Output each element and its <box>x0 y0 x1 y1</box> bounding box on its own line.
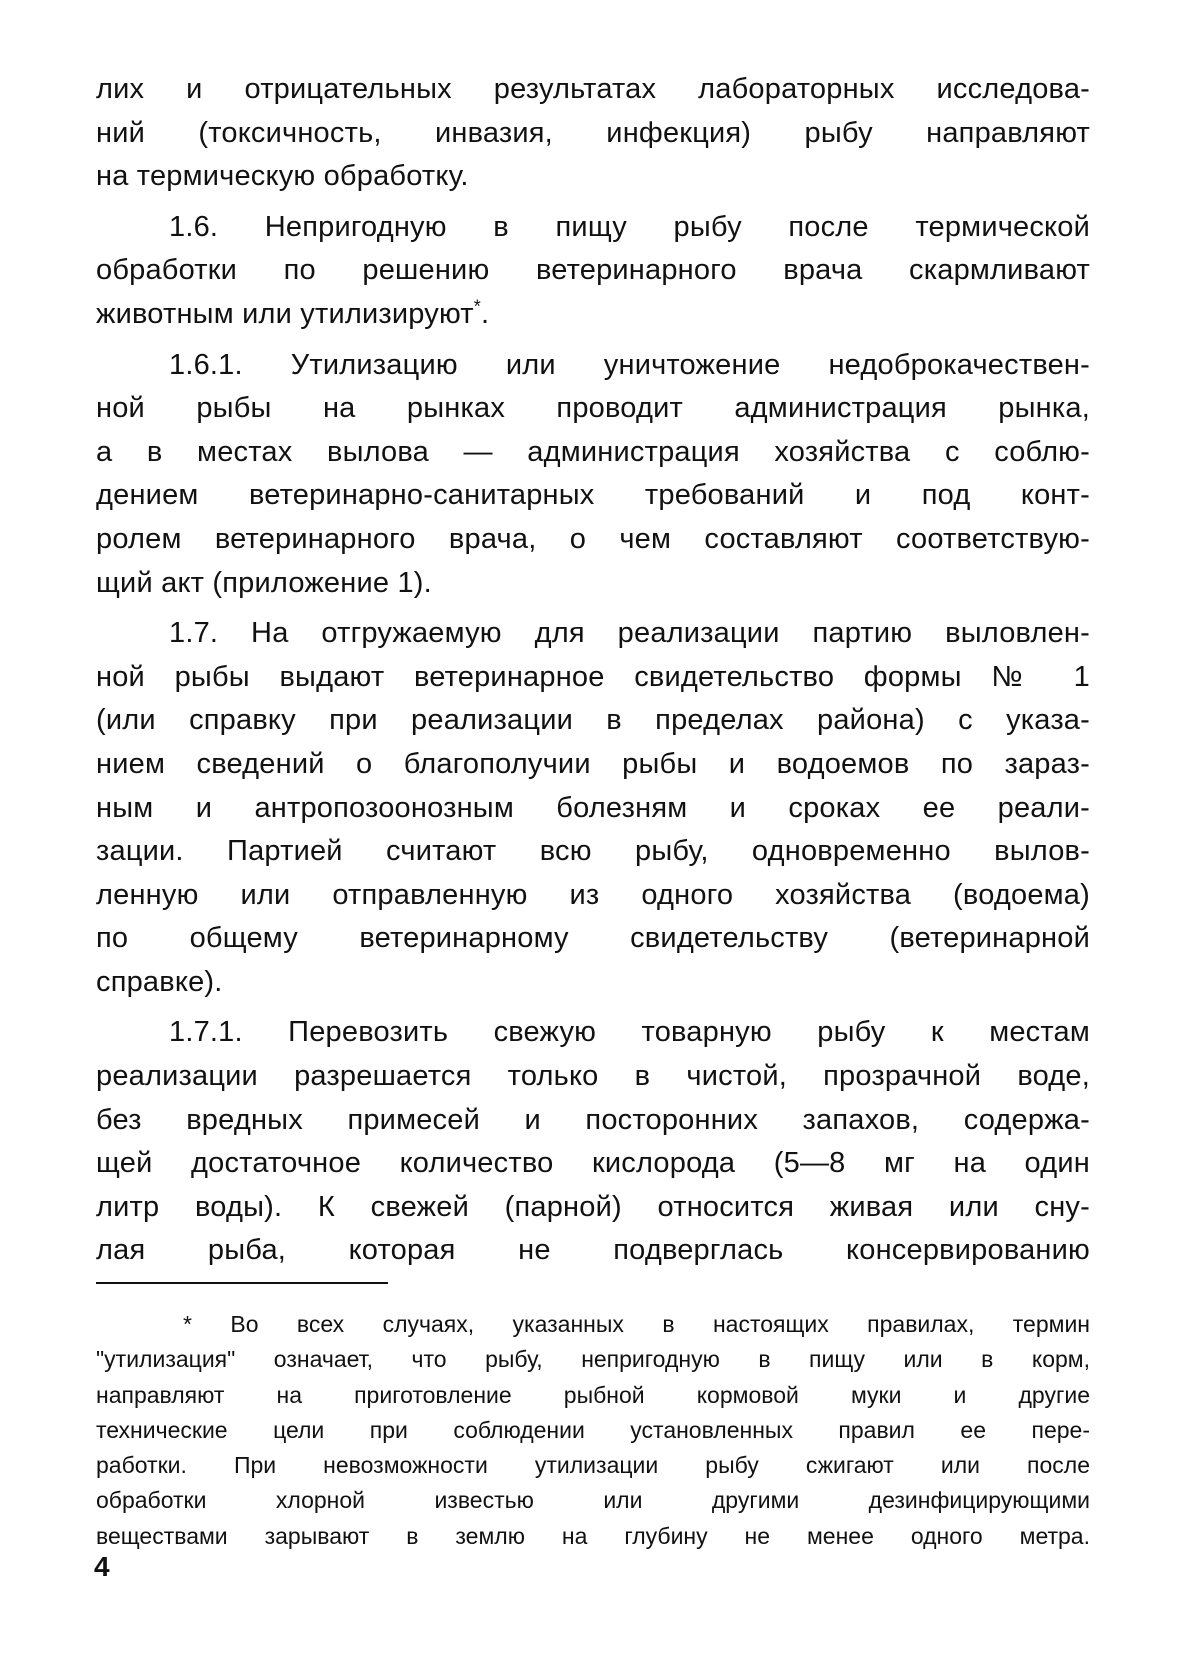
footnote-line: веществами зарывают в землю на глубину не менее одного метра. <box>96 1522 1090 1549</box>
footnote-line: работки. При невозможности утилизации рыбу сжигают или после <box>96 1452 1090 1479</box>
page-body <box>96 68 1090 1273</box>
text-line: 1.7. На отгружаемую для реализации партию выловлен- <box>169 617 1090 650</box>
text-line: по общему ветеринарному свидетельству (ветеринарной <box>96 922 1090 955</box>
text-line: дением ветеринарно-санитарных требований и под конт- <box>96 479 1090 512</box>
page-number: 4 <box>94 1551 110 1582</box>
footnote-line: направляют на приготовление рыбной кормовой муки и другие <box>96 1381 1090 1408</box>
paragraph-1-6 <box>96 206 1090 337</box>
text-line: 1.6.1. Утилизацию или уничтожение недоброкачествен- <box>169 348 1090 381</box>
text-line: обработки по решению ветеринарного врача скармливают <box>96 254 1090 287</box>
text-line: без вредных примесей и посторонних запахов, содержа- <box>96 1103 1090 1136</box>
footnote-mark: * <box>473 296 481 317</box>
text-line: 1.6. Непригодную в пищу рыбу после термической <box>169 210 1090 243</box>
paragraph-continuation <box>96 68 1090 199</box>
paragraph-1-7-1 <box>96 1011 1090 1273</box>
paragraph-1-7 <box>96 612 1090 1004</box>
footnote-line: технические цели при соблюдении установленных правил ее пере- <box>96 1416 1090 1443</box>
text-line: нием сведений о благополучии рыбы и водоемов по зараз- <box>96 747 1090 780</box>
text-line: 1.7.1. Перевозить свежую товарную рыбу к местам <box>169 1016 1090 1049</box>
text-line: ний (токсичность, инвазия, инфекция) рыбу направляют <box>96 116 1090 149</box>
text-line: щей достаточное количество кислорода (5—8 мг на один <box>96 1147 1090 1180</box>
text-fragment: . <box>481 297 490 330</box>
text-line: ным и антропозоонозным болезням и сроках ее реали- <box>96 791 1090 824</box>
footnote <box>96 1307 1090 1554</box>
text-line <box>96 293 1090 337</box>
text-line: лих и отрицательных результатах лабораторных исследова- <box>96 73 1090 105</box>
footnote-line: обработки хлорной известью или другими дезинфицирующими <box>96 1487 1090 1514</box>
footnote-divider <box>96 1282 388 1284</box>
text-line: (или справку при реализации в пределах района) с указа- <box>96 704 1090 737</box>
text-line: ной рыбы на рынках проводит администрация рынка, <box>96 392 1090 425</box>
text-line: справке). <box>96 965 223 998</box>
footnote-line: * Во всех случаях, указанных в настоящих правилах, термин <box>183 1311 1090 1337</box>
text-line: лая рыба, которая не подверглась консервированию <box>96 1234 1090 1267</box>
text-line: реализации разрешается только в чистой, прозрачной воде, <box>96 1060 1090 1093</box>
text-line: ролем ветеринарного врача, о чем составляют соответствую- <box>96 522 1090 555</box>
text-line: на термическую обработку. <box>96 160 469 193</box>
text-line: а в местах вылова — администрация хозяйства с соблю- <box>96 435 1090 468</box>
text-line: ной рыбы выдают ветеринарное свидетельство формы № 1 <box>96 660 1090 693</box>
paragraph-1-6-1 <box>96 344 1090 606</box>
text-line: ленную или отправленную из одного хозяйства (водоема) <box>96 878 1090 911</box>
footnote-line: "утилизация" означает, что рыбу, непригодную в пищу или в корм, <box>96 1346 1090 1373</box>
text-fragment: животным или утилизируют <box>96 297 474 330</box>
text-line: зации. Партией считают всю рыбу, одновременно вылов- <box>96 835 1090 868</box>
text-line: щий акт (приложение 1). <box>96 566 432 599</box>
text-line: литр воды). К свежей (парной) относится живая или сну- <box>96 1190 1090 1223</box>
